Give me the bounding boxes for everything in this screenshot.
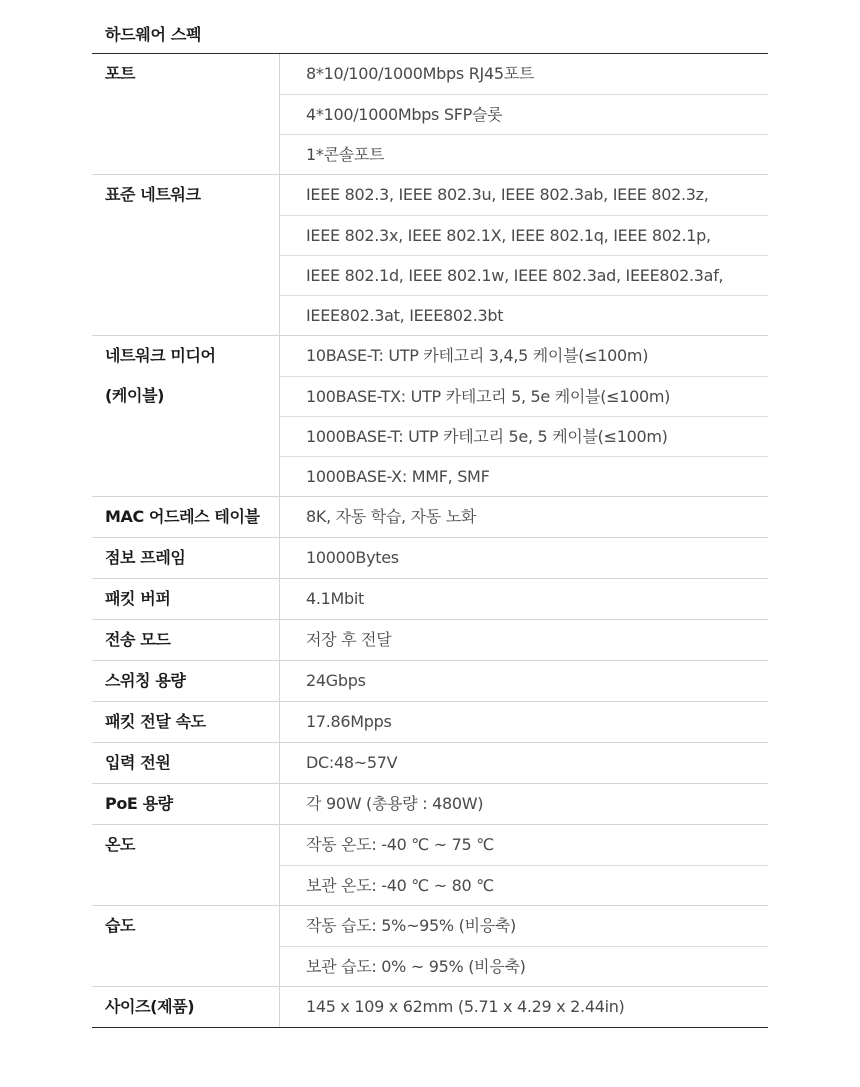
spec-values	[280, 538, 768, 578]
spec-value: 17.86Mpps	[306, 712, 392, 731]
spec-values	[280, 825, 768, 905]
spec-label-text: MAC 어드레스 테이블	[105, 507, 260, 526]
spec-label-text: 점보 프레임	[105, 548, 186, 567]
spec-label-text: 스위칭 용량	[105, 671, 186, 690]
spec-label	[92, 784, 280, 824]
spec-label	[92, 987, 280, 1027]
spec-label-text: 네트워크 미디어	[105, 346, 216, 365]
spec-label-text: 패킷 전달 속도	[105, 712, 206, 731]
spec-label	[92, 702, 280, 742]
spec-row	[92, 701, 768, 742]
spec-title: 하드웨어 스펙	[105, 25, 202, 44]
spec-value: 4.1Mbit	[306, 589, 365, 608]
spec-label-text: 온도	[105, 835, 136, 854]
spec-label-text: PoE 용량	[105, 794, 173, 813]
spec-row	[92, 986, 768, 1027]
spec-label	[92, 336, 280, 496]
spec-value: 작동 습도: 5%~95% (비응축)	[306, 916, 516, 935]
spec-row	[92, 54, 768, 174]
spec-label-text: 표준 네트워크	[105, 185, 201, 204]
spec-value: 4*100/1000Mbps SFP슬롯	[280, 94, 768, 134]
spec-value: 24Gbps	[306, 671, 366, 690]
spec-row	[92, 905, 768, 986]
spec-label-text: 입력 전원	[105, 753, 171, 772]
spec-label	[92, 743, 280, 783]
spec-label-text: 전송 모드	[105, 630, 171, 649]
spec-label	[92, 825, 280, 905]
spec-values	[280, 906, 768, 986]
spec-value: 보관 습도: 0% ~ 95% (비응축)	[280, 946, 768, 986]
spec-values	[280, 579, 768, 619]
spec-value: 1*콘솔포트	[280, 134, 768, 174]
spec-row	[92, 660, 768, 701]
spec-value: IEEE 802.3x, IEEE 802.1X, IEEE 802.1q, IEEE 802.1p,	[280, 215, 768, 255]
spec-label-text: (케이블)	[105, 386, 164, 405]
spec-label	[92, 54, 280, 174]
spec-value: IEEE 802.1d, IEEE 802.1w, IEEE 802.3ad, IEEE802.3af,	[280, 255, 768, 295]
spec-label-text: 포트	[105, 64, 136, 83]
spec-value: IEEE 802.3, IEEE 802.3u, IEEE 802.3ab, IEEE 802.3z,	[306, 185, 709, 204]
spec-values	[280, 784, 768, 824]
spec-label	[92, 538, 280, 578]
spec-row	[92, 335, 768, 496]
spec-values	[280, 620, 768, 660]
spec-value: 8*10/100/1000Mbps RJ45포트	[306, 64, 535, 83]
spec-values	[280, 987, 768, 1027]
spec-row	[92, 783, 768, 824]
spec-value: 각 90W (총용량 : 480W)	[306, 794, 484, 813]
spec-value: IEEE802.3at, IEEE802.3bt	[280, 295, 768, 335]
spec-label-text: 패킷 버퍼	[105, 589, 171, 608]
spec-values	[280, 661, 768, 701]
spec-label	[92, 175, 280, 335]
spec-value: 8K, 자동 학습, 자동 노화	[306, 507, 477, 526]
spec-row	[92, 496, 768, 537]
spec-values	[280, 702, 768, 742]
spec-value: 100BASE-TX: UTP 카테고리 5, 5e 케이블(≤100m)	[280, 376, 768, 416]
spec-label	[92, 906, 280, 986]
spec-row	[92, 742, 768, 783]
spec-label	[92, 497, 280, 537]
spec-values	[280, 497, 768, 537]
spec-row	[92, 578, 768, 619]
spec-label-text: 습도	[105, 916, 136, 935]
spec-value: 작동 온도: -40 ℃ ~ 75 ℃	[306, 835, 494, 854]
spec-label	[92, 579, 280, 619]
spec-values	[280, 54, 768, 174]
spec-label	[92, 620, 280, 660]
spec-value: 저장 후 전달	[306, 630, 392, 649]
spec-label-text: 사이즈(제품)	[105, 997, 195, 1016]
spec-value: 1000BASE-T: UTP 카테고리 5e, 5 케이블(≤100m)	[280, 416, 768, 456]
spec-value: 145 x 109 x 62mm (5.71 x 4.29 x 2.44in)	[306, 997, 625, 1016]
spec-value: 10000Bytes	[306, 548, 399, 567]
spec-row	[92, 174, 768, 335]
spec-value: 10BASE-T: UTP 카테고리 3,4,5 케이블(≤100m)	[306, 346, 649, 365]
spec-label	[92, 661, 280, 701]
spec-values	[280, 175, 768, 335]
spec-values	[280, 743, 768, 783]
spec-value: 보관 온도: -40 ℃ ~ 80 ℃	[280, 865, 768, 905]
spec-values	[280, 336, 768, 496]
spec-value: DC:48~57V	[306, 753, 398, 772]
spec-row	[92, 619, 768, 660]
spec-table	[92, 53, 768, 1028]
spec-value: 1000BASE-X: MMF, SMF	[280, 456, 768, 496]
spec-row	[92, 824, 768, 905]
spec-row	[92, 537, 768, 578]
